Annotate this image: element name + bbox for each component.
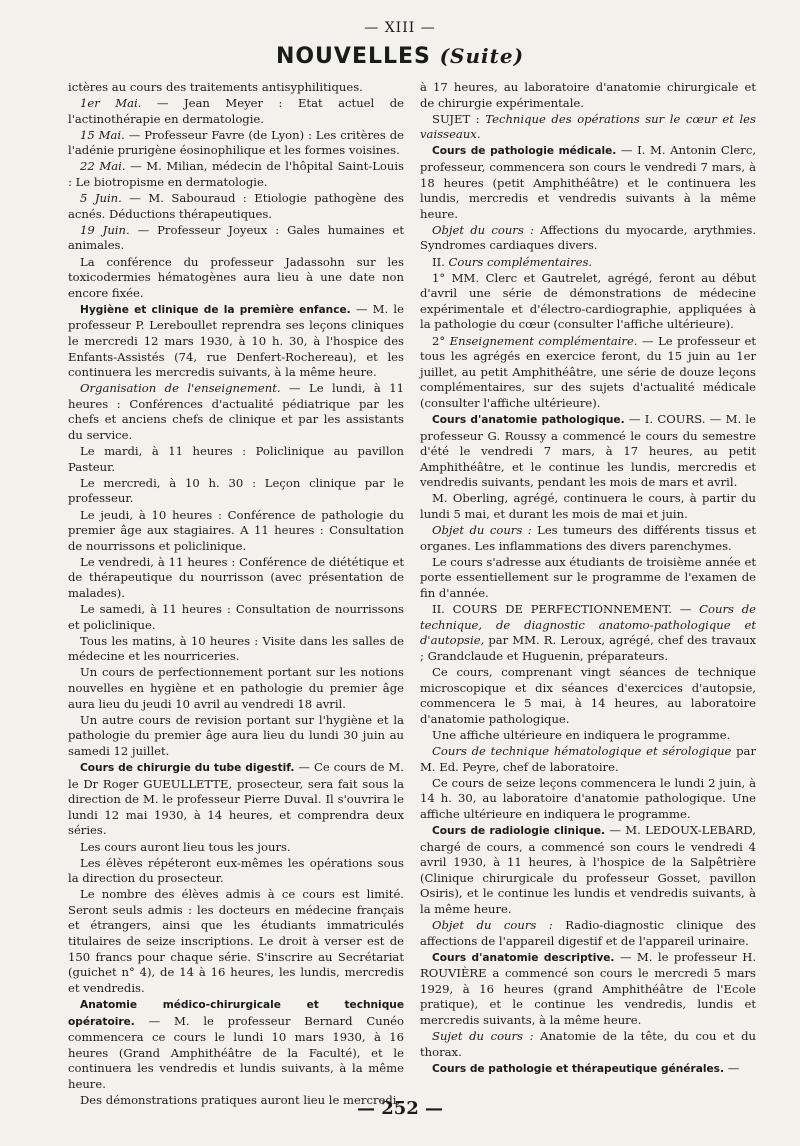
paragraph bbox=[68, 444, 404, 475]
left-column bbox=[68, 80, 404, 1109]
paragraph bbox=[68, 856, 404, 887]
paragraph bbox=[68, 887, 404, 996]
italic-lead: 19 Juin. bbox=[80, 222, 130, 237]
paragraph-text: — M. Sabouraud : Etiologie pathogène des acnés. Déductions thérapeutiques. bbox=[68, 191, 404, 221]
paragraph bbox=[68, 602, 404, 633]
paragraph-text: — Le lundi, à 11 heures : Conférences d'actualité pédiatrique par les chefs et anciens chefs de clinique et par les assistants du service. bbox=[68, 381, 404, 443]
paragraph-text: Le mardi, à 11 heures : Policlinique au pavillon Pasteur. bbox=[68, 444, 404, 474]
paragraph bbox=[420, 744, 756, 775]
paragraph-text: Ce cours de seize leçons commencera le lundi 2 juin, à 14 h. 30, au laboratoire d'anatomie pathologique. Une affiche ultérieure en indiquera le programme. bbox=[420, 775, 756, 821]
paragraph bbox=[420, 1061, 756, 1078]
paragraph bbox=[420, 823, 756, 918]
paragraph bbox=[68, 634, 404, 665]
italic-lead: Objet du cours : bbox=[432, 917, 553, 932]
italic-lead: Cours complémentaires. bbox=[448, 254, 593, 269]
paragraph-text: — Le professeur et tous les agrégés en exercice feront, du 15 juin au 1er juillet, au petit Amphithéâtre, une série de douze leçons complémentaires, sur des sujets d'actualité médicale (consulter l'affiche ultérieure). bbox=[420, 333, 757, 410]
paragraph-text: Tous les matins, à 10 heures : Visite dans les salles de médecine et les nourriceries. bbox=[68, 633, 404, 664]
paragraph bbox=[420, 255, 756, 271]
paragraph-text: à 17 heures, au laboratoire d'anatomie chirurgicale et de chirurgie expérimentale. bbox=[420, 80, 756, 110]
italic-lead: 22 Mai. bbox=[80, 159, 126, 174]
paragraph-text: — M. le professeur H. ROUVIÈRE a commencé son cours le mercredi 5 mars 1929, à 16 heures (grand Amphithéâtre de l'Ecole pratique), et le continue les vendredis, lundis et mercredis suivants, à la même heure. bbox=[420, 949, 757, 1028]
paragraph-text: Le nombre des élèves admis à ce cours est limité. Seront seuls admis : les docteurs en médecine français et étrangers, ainsi que les étudiants immatriculés titulaires de seize inscriptions. Le droit à verser est de 150 francs pour chaque série. S'inscrire au Secrétariat (guichet n° 4), de 14 à 16 heures, les lundis, mercredis et vendredis. bbox=[68, 887, 404, 995]
paragraph bbox=[68, 159, 404, 190]
paragraph-text: — Professeur Joyeux : Gales humaines et animales. bbox=[68, 222, 405, 253]
paragraph bbox=[68, 255, 404, 302]
paragraph-text: — Ce cours de M. le Dr Roger GUEULLETTE, prosecteur, sera fait sous la direction de M. le professeur Pierre Duval. Il s'ouvrira le lundi 12 mai 1930, à 14 heures, et comprendra deux séries. bbox=[68, 760, 404, 838]
paragraph bbox=[420, 665, 756, 727]
italic-lead: 15 Mai. bbox=[80, 127, 125, 142]
paragraph-text: II. COURS DE PERFECTIONNEMENT. — bbox=[432, 602, 700, 617]
paragraph bbox=[420, 491, 756, 522]
paragraph bbox=[68, 997, 404, 1093]
section-heading: Anatomie médico-chirurgicale et technique opératoire. bbox=[68, 998, 404, 1028]
paragraph-text: ictères au cours des traitements antisyphilitiques. bbox=[68, 80, 363, 94]
section-heading: Cours de radiologie clinique. bbox=[432, 824, 606, 837]
paragraph bbox=[68, 713, 404, 760]
section-heading: Hygiène et clinique de la première enfance. bbox=[80, 303, 351, 316]
paragraph-text: Les cours auront lieu tous les jours. bbox=[80, 839, 291, 854]
paragraph bbox=[420, 950, 756, 1029]
paragraph-text: Le vendredi, à 11 heures : Conférence de diététique et de thérapeutique du nourrisson (avec présentation de malades). bbox=[68, 554, 404, 600]
paragraph bbox=[420, 523, 756, 554]
paragraph bbox=[420, 223, 756, 254]
italic-lead: 5 Juin. bbox=[80, 191, 122, 206]
paragraph-text: — M. LEDOUX-LEBARD, chargé de cours, a commencé son cours le vendredi 4 avril 1930, à 11 heures, à l'hospice de la Salpêtrière (Clinique chirurgicale du professeur Gosset, pavillon Osiris), et le continue les lundis et vendredis suivants, à la même heure. bbox=[420, 822, 756, 916]
paragraph-text: M. Oberling, agrégé, continuera le cours, à partir du lundi 5 mai, et durant les mois de mai et juin. bbox=[420, 491, 756, 522]
title-text: NOUVELLES bbox=[275, 44, 431, 69]
paragraph bbox=[68, 96, 404, 127]
paragraph-text: Des démonstrations pratiques auront lieu le mercredi, bbox=[80, 1093, 401, 1107]
paragraph-text: Un cours de perfectionnement portant sur les notions nouvelles en hygiène et en pathologie du premier âge aura lieu du jeudi 10 avril au vendredi 18 avril. bbox=[68, 665, 404, 711]
italic-lead: 1er Mai. bbox=[80, 96, 142, 111]
paragraph-text: — Professeur Favre (de Lyon) : Les critères de l'adénie prurigène éosinophilique et les formes voisines. bbox=[68, 127, 404, 158]
paragraph bbox=[420, 334, 756, 412]
paragraph bbox=[420, 602, 756, 664]
paragraph bbox=[68, 476, 404, 507]
paragraph-text: Le jeudi, à 10 heures : Conférence de pathologie du premier âge aux stagiaires. A 11 heures : Consultation de nourrissons et policlinique. bbox=[68, 507, 404, 553]
italic-lead: Organisation de l'enseignement. bbox=[80, 381, 281, 396]
paragraph bbox=[420, 412, 756, 491]
italic-lead: Cours de technique hématologique et sérologique bbox=[432, 743, 732, 758]
section-heading: Cours d'anatomie descriptive. bbox=[432, 951, 615, 964]
roman-page-number: — XIII — bbox=[364, 20, 436, 36]
paragraph-text: La conférence du professeur Jadassohn sur les toxicodermies hématogènes aura lieu à une date non encore fixée. bbox=[68, 254, 404, 300]
paragraph bbox=[68, 80, 404, 96]
paragraph bbox=[420, 918, 756, 949]
paragraph-text: — Jean Meyer : Etat actuel de l'actinothérapie en dermatologie. bbox=[68, 96, 404, 126]
paragraph-text: par MM. R. Leroux, agrégé, chef des travaux ; Grandclaude et Huguenin, préparateurs. bbox=[420, 633, 756, 663]
paragraph-text: Les tumeurs des différents tissus et organes. Les inflammations des divers parenchymes. bbox=[420, 523, 756, 553]
paragraph bbox=[68, 760, 404, 839]
paragraph-text: — bbox=[724, 1060, 740, 1075]
title-suffix: (Suite) bbox=[439, 44, 525, 68]
paragraph bbox=[68, 128, 404, 159]
italic-lead: Enseignement complémentaire. bbox=[449, 333, 638, 348]
paragraph-text: Les élèves répéteront eux-mêmes les opérations sous la direction du prosecteur. bbox=[68, 855, 404, 886]
paragraph-text: 2° bbox=[432, 333, 450, 348]
paragraph bbox=[68, 555, 404, 602]
paragraph-text: Une affiche ultérieure en indiquera le programme. bbox=[432, 727, 731, 742]
paragraph bbox=[420, 776, 756, 823]
paragraph-text: Affections du myocarde, arythmies. Syndromes cardiaques divers. bbox=[420, 222, 757, 253]
paragraph bbox=[68, 381, 404, 443]
running-title bbox=[0, 44, 800, 69]
italic-lead: Cours de technique, de diagnostic anatomo-pathologique et d'autopsie, bbox=[420, 602, 757, 648]
paragraph bbox=[68, 508, 404, 555]
page-number: — 252 — bbox=[356, 1098, 444, 1119]
paragraph-text: Un autre cours de revision portant sur l'hygiène et la pathologie du premier âge aura lieu du lundi 30 juin au samedi 12 juillet. bbox=[68, 712, 404, 758]
italic-lead: Objet du cours : bbox=[432, 222, 534, 237]
paragraph bbox=[68, 302, 404, 381]
section-heading: Cours de pathologie et thérapeutique générales. bbox=[432, 1062, 725, 1075]
paragraph-text: Radio-diagnostic clinique des affections de l'appareil digestif et de l'appareil urinaire. bbox=[420, 917, 757, 948]
paragraph bbox=[420, 271, 756, 333]
paragraph-text: Le mercredi, à 10 h. 30 : Leçon clinique par le professeur. bbox=[68, 475, 404, 506]
section-heading: Cours de pathologie médicale. bbox=[432, 145, 617, 158]
section-heading: Cours de chirurgie du tube digestif. bbox=[80, 762, 295, 775]
paragraph-text: Ce cours, comprenant vingt séances de technique microscopique et dix séances d'exercices d'autopsie, commencera le 5 mai, à 14 heures, au laboratoire d'anatomie pathologique. bbox=[420, 664, 756, 726]
paragraph-text: — I. COURS. — M. le professeur G. Roussy a commencé le cours du semestre d'été le vendredi 7 mars, à 17 heures, au petit Amphithéâtre, et le continue les lundis, mercredis et vendredis suivants, pendant les mois de mars et avril. bbox=[420, 411, 756, 490]
paragraph-text: Anatomie de la tête, du cou et du thorax. bbox=[420, 1029, 756, 1059]
paragraph bbox=[420, 555, 756, 602]
paragraph bbox=[68, 665, 404, 712]
paragraph bbox=[420, 80, 756, 111]
paragraph bbox=[420, 143, 756, 222]
paragraph bbox=[68, 840, 404, 856]
paragraph-text: 1° MM. Clerc et Gautrelet, agrégé, feront au début d'avril une série de démonstrations de médecine expérimentale et d'électro-cardiographie, appliquées à la pathologie du cœur (consulter l'affiche ultérieure). bbox=[420, 270, 756, 332]
paragraph-text: II. bbox=[432, 254, 449, 269]
paragraph bbox=[68, 223, 404, 254]
paragraph-text: Le cours s'adresse aux étudiants de troisième année et porte essentiellement sur le programme de l'examen de fin d'année. bbox=[420, 554, 756, 600]
paragraph-text: — M. le professeur Bernard Cunéo commencera ce cours le lundi 10 mars 1930, à 16 heures (Grand Amphithéâtre de la Faculté), et le continuera les vendredis et lundis suivants, à la même heure. bbox=[68, 1013, 404, 1091]
paragraph-text: Le samedi, à 11 heures : Consultation de nourrissons et policlinique. bbox=[68, 602, 404, 632]
paragraph bbox=[420, 1029, 756, 1060]
paragraph-text: — M. Milian, médecin de l'hôpital Saint-Louis : Le biotropisme en dermatologie. bbox=[68, 159, 404, 190]
italic-lead: Technique des opérations sur le cœur et les vaisseaux. bbox=[420, 111, 756, 142]
paragraph bbox=[420, 728, 756, 744]
section-heading: Cours d'anatomie pathologique. bbox=[432, 413, 625, 426]
italic-lead: Objet du cours : bbox=[432, 523, 532, 538]
lead-label: SUJET : bbox=[432, 111, 480, 126]
italic-lead: Sujet du cours : bbox=[432, 1029, 534, 1044]
paragraph-text: par M. Ed. Peyre, chef de laboratoire. bbox=[420, 743, 756, 774]
paragraph bbox=[420, 112, 756, 143]
paragraph bbox=[68, 191, 404, 222]
paragraph-text: — I. M. Antonin Clerc, professeur, commencera son cours le vendredi 7 mars, à 18 heures (petit Amphithéâtre) et le continuera les lundis, mercredis et vendredis suivants à la même heure. bbox=[420, 143, 757, 221]
paragraph-text: — M. le professeur P. Lereboullet reprendra ses leçons cliniques le mercredi 12 mars 1930, à 10 h. 30, à l'hospice des Enfants-Assistés (74, rue Denfert-Rochereau), et les continuera les mercredis suivants, à la même heure. bbox=[68, 301, 404, 380]
right-column bbox=[420, 80, 756, 1078]
